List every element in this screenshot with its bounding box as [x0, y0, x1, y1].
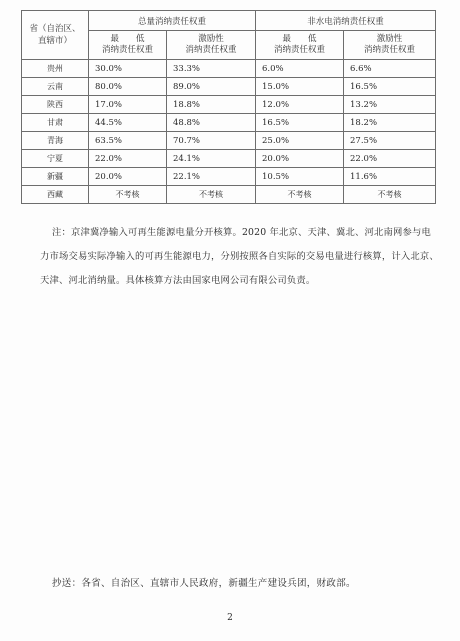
table-row: [22, 114, 436, 132]
nonhydro-incentive-header-line1: 激励性: [376, 34, 403, 44]
total-incentive-cell: 48.8%: [167, 114, 256, 132]
total-min-cell: 63.5%: [89, 132, 167, 150]
table-row: [22, 78, 436, 96]
nonhydro-incentive-header: [344, 31, 436, 60]
total-min-header-line1: 最 低: [110, 34, 145, 44]
nonhydro-incentive-cell: 不考核: [344, 186, 436, 204]
total-weight-group-header: 总量消纳责任权重: [89, 11, 256, 31]
cc-line: 抄送：各省、自治区、直辖市人民政府，新疆生产建设兵团，财政部。: [52, 578, 356, 589]
total-incentive-header: [167, 31, 256, 60]
nonhydro-min-cell: 6.0%: [256, 60, 344, 78]
total-incentive-cell: 89.0%: [167, 78, 256, 96]
nonhydro-min-cell: 15.0%: [256, 78, 344, 96]
nonhydro-incentive-cell: 13.2%: [344, 96, 436, 114]
total-incentive-cell: 18.8%: [167, 96, 256, 114]
total-incentive-header-line1: 激励性: [198, 34, 224, 44]
nonhydro-min-cell: 25.0%: [256, 132, 344, 150]
total-min-cell: 不考核: [89, 186, 167, 204]
total-min-header-line2: 消纳责任权重: [101, 45, 153, 55]
nonhydro-incentive-header-line2: 消纳责任权重: [364, 45, 416, 55]
table-row: [22, 150, 436, 168]
province-cell: 贵州: [22, 60, 89, 78]
table-row: [22, 96, 436, 114]
total-min-header: [89, 31, 167, 60]
nonhydro-incentive-cell: 18.2%: [344, 114, 436, 132]
table-row: [22, 168, 436, 186]
province-header-line1: 省（自治区、: [29, 24, 81, 34]
nonhydro-incentive-cell: 6.6%: [344, 60, 436, 78]
consumption-weight-table: [21, 10, 436, 204]
nonhydro-incentive-cell: 16.5%: [344, 78, 436, 96]
nonhydro-incentive-cell: 22.0%: [344, 150, 436, 168]
total-incentive-cell: 22.1%: [167, 168, 256, 186]
province-cell: 宁夏: [22, 150, 89, 168]
nonhydro-min-cell: 10.5%: [256, 168, 344, 186]
total-incentive-cell: 24.1%: [167, 150, 256, 168]
table-row: [22, 186, 436, 204]
nonhydro-incentive-cell: 27.5%: [344, 132, 436, 150]
total-min-cell: 17.0%: [89, 96, 167, 114]
province-cell: 云南: [22, 78, 89, 96]
province-column-header: [22, 11, 89, 60]
nonhydro-min-cell: 20.0%: [256, 150, 344, 168]
province-cell: 西藏: [22, 186, 89, 204]
nonhydro-weight-group-header: 非水电消纳责任权重: [256, 11, 436, 31]
table-row: [22, 60, 436, 78]
table-row: [22, 132, 436, 150]
table-note: 注：京津冀净输入可再生能源电量分开核算。2020 年北京、天津、冀北、河北南网参与电力市场交易实际净输入的可再生能源电力，分别按照各自实际的交易电量进行核算，计入北京、天津、河北消纳量。具体核算方法由国家电网公司有限公司负责。: [40, 227, 439, 286]
total-min-cell: 20.0%: [89, 168, 167, 186]
total-incentive-header-line2: 消纳责任权重: [185, 45, 237, 55]
total-min-cell: 80.0%: [89, 78, 167, 96]
nonhydro-min-cell: 12.0%: [256, 96, 344, 114]
total-min-cell: 22.0%: [89, 150, 167, 168]
nonhydro-min-header-line1: 最 低: [282, 34, 317, 44]
nonhydro-incentive-cell: 11.6%: [344, 168, 436, 186]
province-header-line2: 直辖市）: [37, 36, 72, 46]
page-number: 2: [227, 613, 233, 623]
total-min-cell: 30.0%: [89, 60, 167, 78]
total-min-cell: 44.5%: [89, 114, 167, 132]
nonhydro-min-header-line2: 消纳责任权重: [274, 45, 326, 55]
nonhydro-min-header: [256, 31, 344, 60]
province-cell: 青海: [22, 132, 89, 150]
province-cell: 甘肃: [22, 114, 89, 132]
total-incentive-cell: 70.7%: [167, 132, 256, 150]
nonhydro-min-cell: 不考核: [256, 186, 344, 204]
province-cell: 陕西: [22, 96, 89, 114]
total-incentive-cell: 33.3%: [167, 60, 256, 78]
nonhydro-min-cell: 16.5%: [256, 114, 344, 132]
province-cell: 新疆: [22, 168, 89, 186]
total-incentive-cell: 不考核: [167, 186, 256, 204]
